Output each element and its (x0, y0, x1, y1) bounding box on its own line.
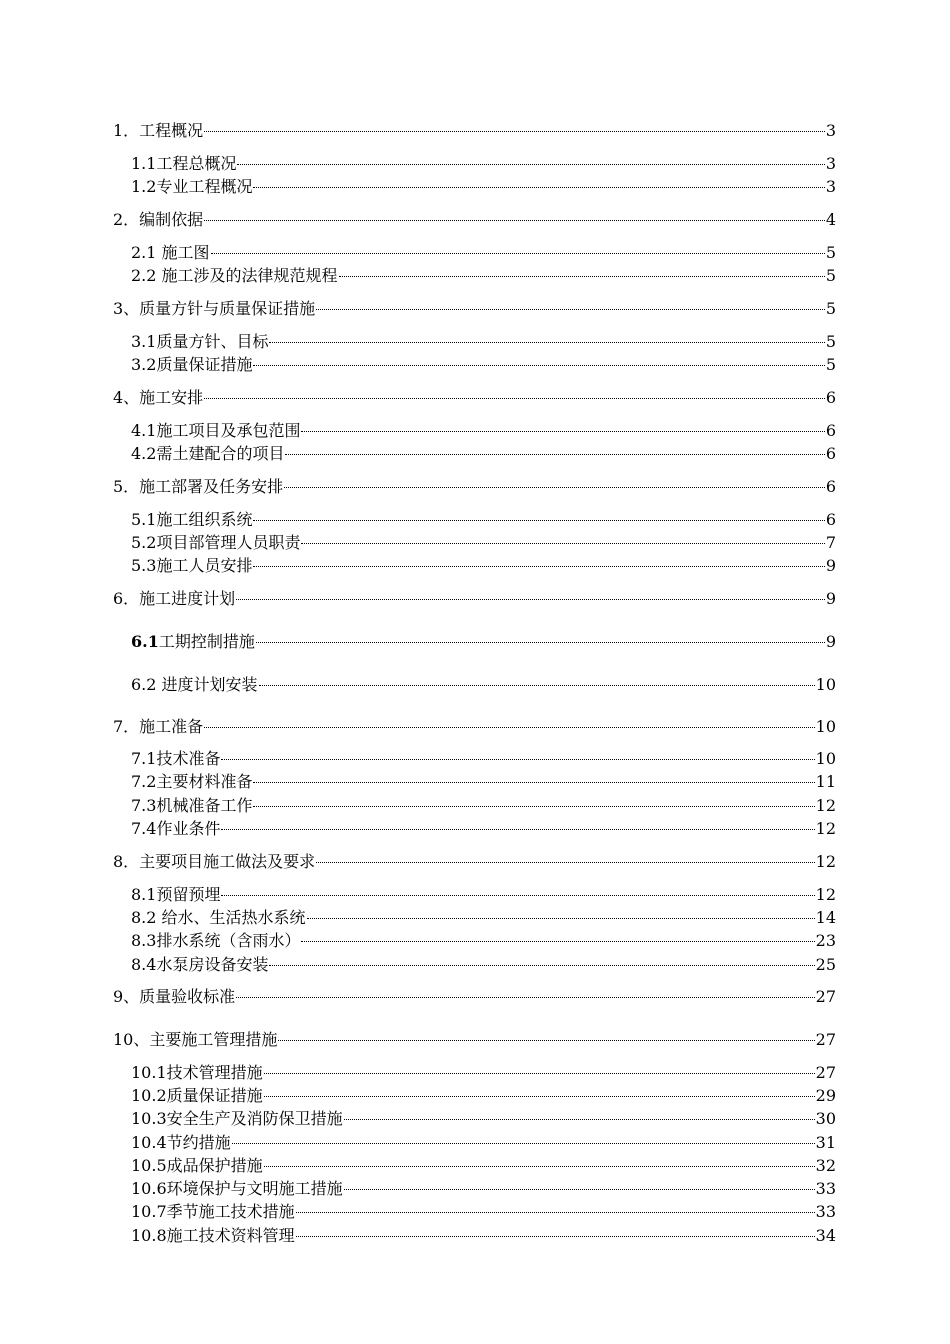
toc-entry[interactable] (131, 1086, 836, 1106)
toc-entry[interactable] (131, 772, 836, 792)
toc-entry[interactable] (131, 675, 836, 695)
dot-leader (264, 1096, 815, 1097)
dot-leader (296, 1212, 815, 1213)
toc-entry-label: 10.3安全生产及消防保卫措施 (131, 1109, 343, 1128)
dot-leader (285, 454, 824, 455)
toc-entry[interactable] (131, 1202, 836, 1222)
toc-entry-page: 6 (825, 477, 836, 496)
toc-entry-page: 11 (815, 772, 836, 791)
dot-leader (269, 965, 814, 966)
dot-leader (256, 642, 825, 643)
toc-entry-page: 9 (825, 589, 836, 608)
toc-entry-label: 2．编制依据 (113, 210, 204, 229)
toc-entry-label: 10.7季节施工技术措施 (131, 1202, 295, 1221)
toc-entry[interactable] (131, 556, 836, 576)
toc-entry[interactable] (113, 1030, 836, 1050)
toc-entry-label: 10.1技术管理措施 (131, 1063, 263, 1082)
toc-entry-label: 10.5成品保护措施 (131, 1156, 263, 1175)
dot-leader (253, 187, 824, 188)
dot-leader (284, 487, 825, 488)
toc-entry-page: 6 (825, 388, 836, 407)
toc-entry-label (131, 632, 255, 652)
toc-entry[interactable] (113, 388, 836, 408)
toc-entry-label: 6.2 进度计划安装 (131, 675, 258, 694)
dot-leader (236, 997, 814, 998)
toc-entry[interactable] (131, 355, 836, 375)
toc-entry-label: 5.2项目部管理人员职责 (131, 533, 301, 552)
toc-entry-page: 12 (815, 796, 836, 815)
toc-entry-label: 4、施工安排 (113, 388, 204, 407)
toc-entry[interactable] (131, 1063, 836, 1083)
toc-entry-page: 30 (815, 1109, 836, 1128)
toc-entry-page: 5 (825, 299, 836, 318)
toc-entry-label: 8．主要项目施工做法及要求 (113, 852, 316, 871)
toc-entry-page: 6 (825, 444, 836, 463)
toc-entry[interactable] (131, 444, 836, 464)
toc-entry[interactable] (131, 819, 836, 839)
toc-entry[interactable] (131, 796, 836, 816)
toc-entry-label: 5．施工部署及任务安排 (113, 477, 284, 496)
toc-entry-page: 10 (815, 717, 836, 736)
dot-leader (204, 727, 814, 728)
toc-entry-label: 3.2质量保证措施 (131, 355, 253, 374)
toc-entry[interactable] (131, 885, 836, 905)
toc-entry-page: 27 (815, 1063, 836, 1082)
toc-entry[interactable] (131, 243, 836, 263)
toc-entry-page: 9 (825, 556, 836, 575)
toc-entry-page: 33 (815, 1202, 836, 1221)
toc-entry-page: 12 (815, 852, 836, 871)
toc-entry[interactable] (131, 931, 836, 951)
toc-entry-label: 8.3排水系统（含雨水） (131, 931, 301, 950)
toc-entry-label: 10.4节约措施 (131, 1133, 231, 1152)
toc-entry-label: 10.6环境保护与文明施工措施 (131, 1179, 343, 1198)
toc-entry-page: 7 (825, 533, 836, 552)
toc-entry-label: 7.1技术准备 (131, 749, 221, 768)
dot-leader (253, 365, 824, 366)
dot-leader (253, 520, 824, 521)
toc-entry-page: 12 (815, 885, 836, 904)
toc-entry[interactable] (131, 1156, 836, 1176)
dot-leader (232, 1143, 815, 1144)
toc-entry[interactable] (113, 717, 836, 737)
dot-leader (237, 164, 824, 165)
toc-entry-label: 2.1 施工图 (131, 243, 210, 262)
toc-entry-page: 10 (815, 749, 836, 768)
toc-entry-label: 7.2主要材料准备 (131, 772, 253, 791)
toc-entry-page: 14 (815, 908, 836, 927)
toc-entry-page: 32 (815, 1156, 836, 1175)
toc-entry-label: 4.1施工项目及承包范围 (131, 421, 301, 440)
dot-leader (221, 759, 814, 760)
toc-entry[interactable] (131, 1133, 836, 1153)
toc-entry-page: 3 (825, 121, 836, 140)
dot-leader (339, 276, 825, 277)
toc-entry-label: 6．施工进度计划 (113, 589, 236, 608)
toc-entry[interactable] (131, 955, 836, 975)
dot-leader (301, 543, 824, 544)
toc-entry-label: 7.3机械准备工作 (131, 796, 253, 815)
dot-leader (221, 895, 814, 896)
dot-leader (204, 131, 825, 132)
toc-entry-label: 8.4水泵房设备安装 (131, 955, 269, 974)
dot-leader (264, 1073, 815, 1074)
toc-entry[interactable] (113, 121, 836, 141)
toc-entry[interactable] (131, 749, 836, 769)
dot-leader (301, 941, 814, 942)
toc-entry-label: 7．施工准备 (113, 717, 204, 736)
dot-leader (316, 309, 825, 310)
toc-entry-page: 5 (825, 355, 836, 374)
toc-entry-page: 3 (825, 177, 836, 196)
toc-entry[interactable] (131, 533, 836, 553)
dot-leader (253, 782, 814, 783)
toc-entry[interactable] (131, 332, 836, 352)
toc-entry-page: 5 (825, 332, 836, 351)
toc-entry-page: 25 (815, 955, 836, 974)
toc-entry-label: 10.2质量保证措施 (131, 1086, 263, 1105)
dot-leader (204, 398, 825, 399)
toc-entry-page: 4 (825, 210, 836, 229)
toc-entry-page: 27 (815, 987, 836, 1006)
dot-leader (253, 806, 814, 807)
dot-leader (253, 566, 824, 567)
toc-entry-label: 8.1预留预埋 (131, 885, 221, 904)
toc-entry-page: 34 (815, 1226, 836, 1245)
toc-entry-page: 23 (815, 931, 836, 950)
dot-leader (301, 431, 824, 432)
dot-leader (204, 220, 825, 221)
toc-entry-page: 9 (825, 632, 836, 651)
toc-entry[interactable] (131, 421, 836, 441)
toc-entry[interactable] (131, 1179, 836, 1199)
dot-leader (344, 1119, 815, 1120)
toc-entry[interactable] (113, 852, 836, 872)
toc-entry-label: 8.2 给水、生活热水系统 (131, 908, 306, 927)
toc-entry-page: 31 (815, 1133, 836, 1152)
toc-entry-page: 10 (815, 675, 836, 694)
toc-entry[interactable] (131, 632, 836, 652)
toc-entry-label: 9、质量验收标准 (113, 987, 236, 1006)
toc-entry[interactable] (131, 1109, 836, 1129)
toc-entry-page: 5 (825, 243, 836, 262)
dot-leader (278, 1040, 814, 1041)
toc-entry[interactable] (131, 177, 836, 197)
dot-leader (296, 1236, 815, 1237)
toc-entry-page: 5 (825, 266, 836, 285)
toc-entry[interactable] (131, 154, 836, 174)
toc-entry[interactable] (131, 908, 836, 928)
toc-entry[interactable] (131, 510, 836, 530)
toc-entry[interactable] (113, 477, 836, 497)
toc-entry-label: 2.2 施工涉及的法律规范规程 (131, 266, 338, 285)
toc-entry-label: 5.1施工组织系统 (131, 510, 253, 529)
toc-entry-label: 1．工程概况 (113, 121, 204, 140)
toc-entry-label: 3、质量方针与质量保证措施 (113, 299, 316, 318)
toc-entry-number: 6.1 (131, 632, 159, 651)
toc-entry[interactable] (113, 987, 836, 1007)
dot-leader (211, 253, 825, 254)
toc-entry-page: 27 (815, 1030, 836, 1049)
toc-entry-label: 7.4作业条件 (131, 819, 221, 838)
toc-entry[interactable] (113, 589, 836, 609)
dot-leader (264, 1166, 815, 1167)
dot-leader (259, 685, 815, 686)
toc-entry-label: 10、主要施工管理措施 (113, 1030, 278, 1049)
toc-entry-label: 5.3施工人员安排 (131, 556, 253, 575)
toc-entry[interactable] (131, 266, 836, 286)
toc-entry-page: 29 (815, 1086, 836, 1105)
toc-entry-label: 4.2需土建配合的项目 (131, 444, 285, 463)
toc-entry-text: 工期控制措施 (158, 632, 255, 651)
dot-leader (221, 829, 814, 830)
toc-entry-label: 3.1质量方针、目标 (131, 332, 269, 351)
toc-entry-label: 1.1工程总概况 (131, 154, 237, 173)
dot-leader (316, 862, 814, 863)
toc-entry-page: 3 (825, 154, 836, 173)
dot-leader (236, 599, 825, 600)
dot-leader (307, 918, 815, 919)
toc-entry-page: 12 (815, 819, 836, 838)
toc-entry[interactable] (113, 299, 836, 319)
toc-entry-page: 33 (815, 1179, 836, 1198)
toc-entry[interactable] (113, 210, 836, 230)
dot-leader (269, 342, 824, 343)
dot-leader (344, 1189, 815, 1190)
toc-entry-page: 6 (825, 421, 836, 440)
toc-entry-page: 6 (825, 510, 836, 529)
toc-entry-label: 1.2专业工程概况 (131, 177, 253, 196)
toc-entry-label: 10.8施工技术资料管理 (131, 1226, 295, 1245)
toc-entry[interactable] (131, 1226, 836, 1246)
